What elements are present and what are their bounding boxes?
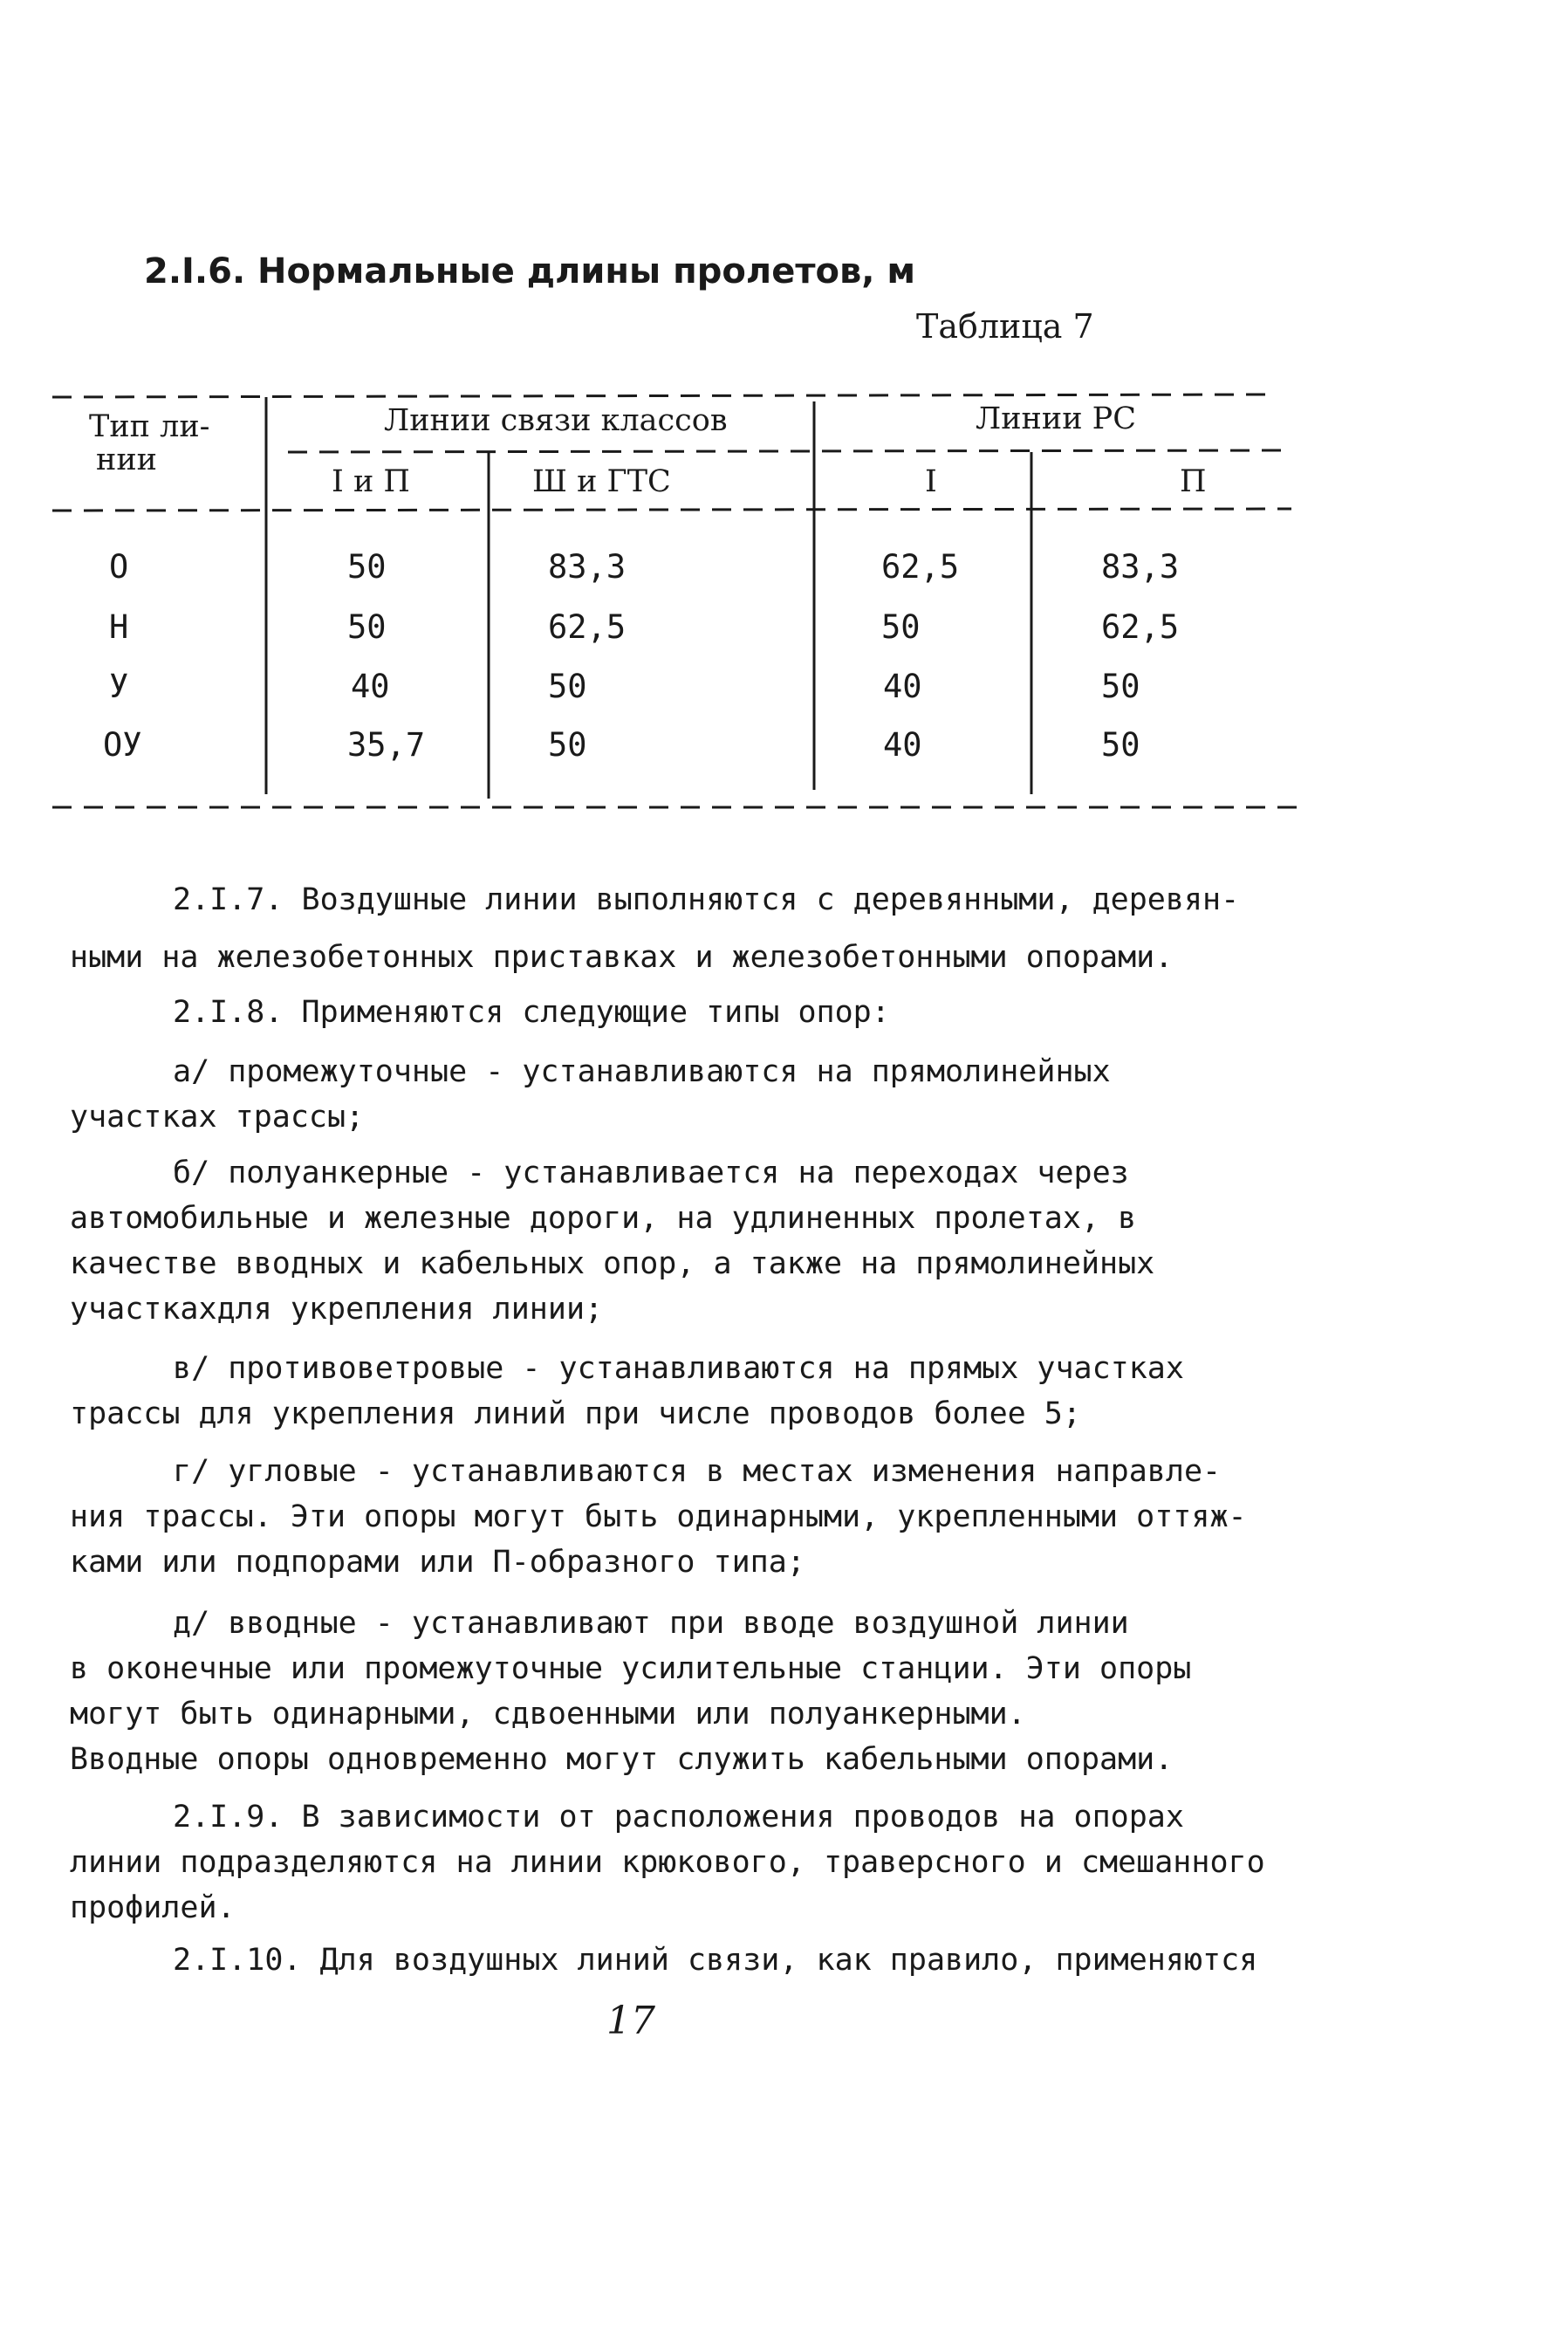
page-number: 17 [606, 1999, 655, 2043]
sub-header-3: I [925, 464, 937, 499]
paragraph-2-1-8 [70, 990, 1291, 1035]
text-line: в/ противоветровые - устанавливаются на прямых участках [173, 1351, 1184, 1386]
row-value: 83,3 [548, 548, 627, 586]
text-line: трассы для укрепления линий при числе проводов более 5; [70, 1396, 1081, 1431]
text-line: профилей. [70, 1890, 236, 1925]
text-line: 2.I.7. Воздушные линии выполняются с деревянными, деревян- [173, 882, 1240, 917]
text-line: Вводные опоры одновременно могут служить кабельными опорами. [70, 1742, 1174, 1777]
row-value: 62,5 [1101, 608, 1180, 646]
paragraph-item-a [70, 1049, 1291, 1140]
paragraph-item-v [70, 1346, 1291, 1437]
text-line: а/ промежуточные - устанавливаются на прямолинейных [173, 1054, 1111, 1089]
text-line: автомобильные и железные дороги, на удлиненных пролетах, в [70, 1201, 1137, 1236]
col-type-header-line2: нии [96, 442, 157, 477]
paragraph-2-1-10 [70, 1938, 1291, 1983]
row-value: 62,5 [881, 548, 960, 586]
paragraph-2-1-7 [70, 871, 1291, 986]
text-line: могут быть одинарными, сдвоенными или полуанкерными. [70, 1697, 1026, 1732]
text-line: ными на железобетонных приставках и железобетонными опорами. [70, 940, 1174, 975]
row-value: 83,3 [1101, 548, 1180, 586]
row-value: 40 [883, 668, 922, 705]
row-value: 50 [881, 608, 921, 646]
row-type: Н [109, 608, 129, 646]
paragraph-item-d [70, 1601, 1291, 1782]
text-line: 2.I.8. Применяются следующие типы опор: [173, 995, 890, 1030]
row-type: О [109, 548, 129, 586]
sub-header-1: I и П [332, 464, 410, 499]
sub-header-4: П [1180, 464, 1207, 499]
row-value: 50 [1101, 726, 1140, 764]
text-line: б/ полуанкерные - устанавливается на переходах через [173, 1156, 1129, 1190]
text-line: 2.I.9. В зависимости от расположения проводов на опорах [173, 1800, 1184, 1835]
table-top-rule [52, 394, 1265, 397]
paragraph-item-g [70, 1449, 1291, 1585]
text-line: ками или подпорами или П-образного типа; [70, 1545, 805, 1580]
row-value: 50 [548, 726, 587, 764]
subheader-rule [52, 509, 1291, 511]
text-line: ния трассы. Эти опоры могут быть одинарными, укрепленными оттяж- [70, 1499, 1247, 1534]
col-type-header-line1: Тип ли- [89, 409, 210, 444]
row-type: ОУ [103, 726, 142, 764]
row-value: 40 [351, 668, 390, 705]
table-rules [0, 0, 1568, 873]
text-line: участках трассы; [70, 1100, 365, 1135]
row-value: 50 [1101, 668, 1140, 705]
group2-header: Линии РС [976, 401, 1136, 436]
row-value: 50 [347, 608, 387, 646]
text-line: в оконечные или промежуточные усилительные станции. Эти опоры [70, 1651, 1192, 1686]
sub-header-2: Ш и ГТС [532, 464, 671, 499]
row-value: 35,7 [347, 726, 426, 764]
row-type: У [109, 668, 129, 705]
paragraph-item-b [70, 1150, 1291, 1332]
row-value: 50 [347, 548, 387, 586]
text-line: г/ угловые - устанавливаются в местах изменения направле- [173, 1454, 1222, 1489]
table-caption: Таблица 7 [916, 307, 1094, 346]
row-value: 50 [548, 668, 587, 705]
row-value: 62,5 [548, 608, 627, 646]
row-value: 40 [883, 726, 922, 764]
col-type-header [89, 410, 210, 477]
text-line: качестве вводных и кабельных опор, а также на прямолинейных [70, 1246, 1155, 1281]
section-heading: 2.I.6. Нормальные длины пролетов, м [144, 251, 916, 292]
text-line: линии подразделяются на линии крюкового, траверсного и смешанного [70, 1845, 1265, 1880]
text-line: д/ вводные - устанавливают при вводе воздушной линии [173, 1606, 1129, 1641]
group1-header: Линии связи классов [384, 403, 728, 438]
text-line: 2.I.10. Для воздушных линий связи, как правило, применяются [173, 1943, 1258, 1978]
group-header-rule [288, 450, 1283, 452]
text-line: участкахдля укрепления линии; [70, 1292, 604, 1327]
paragraph-2-1-9 [70, 1794, 1291, 1931]
